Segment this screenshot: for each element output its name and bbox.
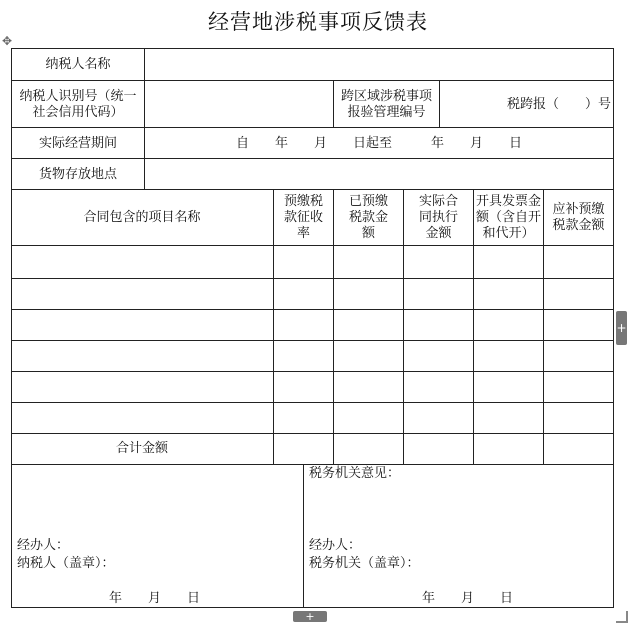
- cross-region-label: 跨区域涉税事项报验管理编号: [340, 88, 432, 120]
- add-row-plus-icon[interactable]: +: [293, 611, 327, 622]
- form-title: 经营地涉税事项反馈表: [208, 10, 428, 34]
- taxpayer-date: 年 月 日: [109, 591, 201, 606]
- taxpayer-id-label: 纳税人识别号（统一社会信用代码）: [19, 88, 137, 120]
- authority-seal-label: 税务机关（盖章）：: [309, 556, 420, 571]
- add-column-plus-icon[interactable]: +: [616, 311, 627, 345]
- resize-corner-icon[interactable]: [616, 611, 628, 623]
- taxpayer-id-field[interactable]: [145, 81, 333, 128]
- table-row[interactable]: [12, 372, 613, 402]
- header-project-name: 合同包含的项目名称: [83, 209, 201, 225]
- taxpayer-name-label: 纳税人名称: [45, 56, 111, 72]
- header-prepaid-amount: 已预缴税款金额: [348, 193, 388, 241]
- table-row[interactable]: [12, 246, 613, 278]
- feedback-form-table: [11, 48, 614, 608]
- table-row[interactable]: [12, 403, 613, 433]
- header-prepay-rate: 预缴税款征收率: [283, 193, 323, 241]
- table-row[interactable]: [12, 310, 613, 340]
- header-supplement-amount: 应补预缴税款金额: [552, 201, 605, 233]
- header-invoice-amount: 开具发票金额（含自开和代开）: [476, 193, 542, 241]
- storage-location-field[interactable]: [145, 159, 613, 190]
- table-row[interactable]: [12, 341, 613, 371]
- taxpayer-handler-label: 经办人：: [17, 538, 70, 553]
- tax-authority-opinion-label: 税务机关意见：: [309, 466, 401, 481]
- table-row[interactable]: [12, 279, 613, 309]
- authority-handler-label: 经办人：: [309, 538, 362, 553]
- storage-location-label: 货物存放地点: [38, 166, 117, 182]
- tax-report-number-field[interactable]: 税跨报（ ）号: [506, 96, 611, 112]
- move-arrows-icon[interactable]: ✥: [1, 34, 13, 48]
- period-field[interactable]: 自 年 月 日起至 年 月 日: [235, 135, 522, 151]
- period-label: 实际经营期间: [38, 135, 117, 151]
- total-amount-label: 合计金额: [115, 441, 168, 456]
- taxpayer-name-field[interactable]: [145, 48, 613, 81]
- taxpayer-seal-label: 纳税人（盖章）：: [17, 556, 115, 571]
- header-executed-amount: 实际合同执行金额: [418, 193, 458, 241]
- authority-date: 年 月 日: [422, 591, 514, 606]
